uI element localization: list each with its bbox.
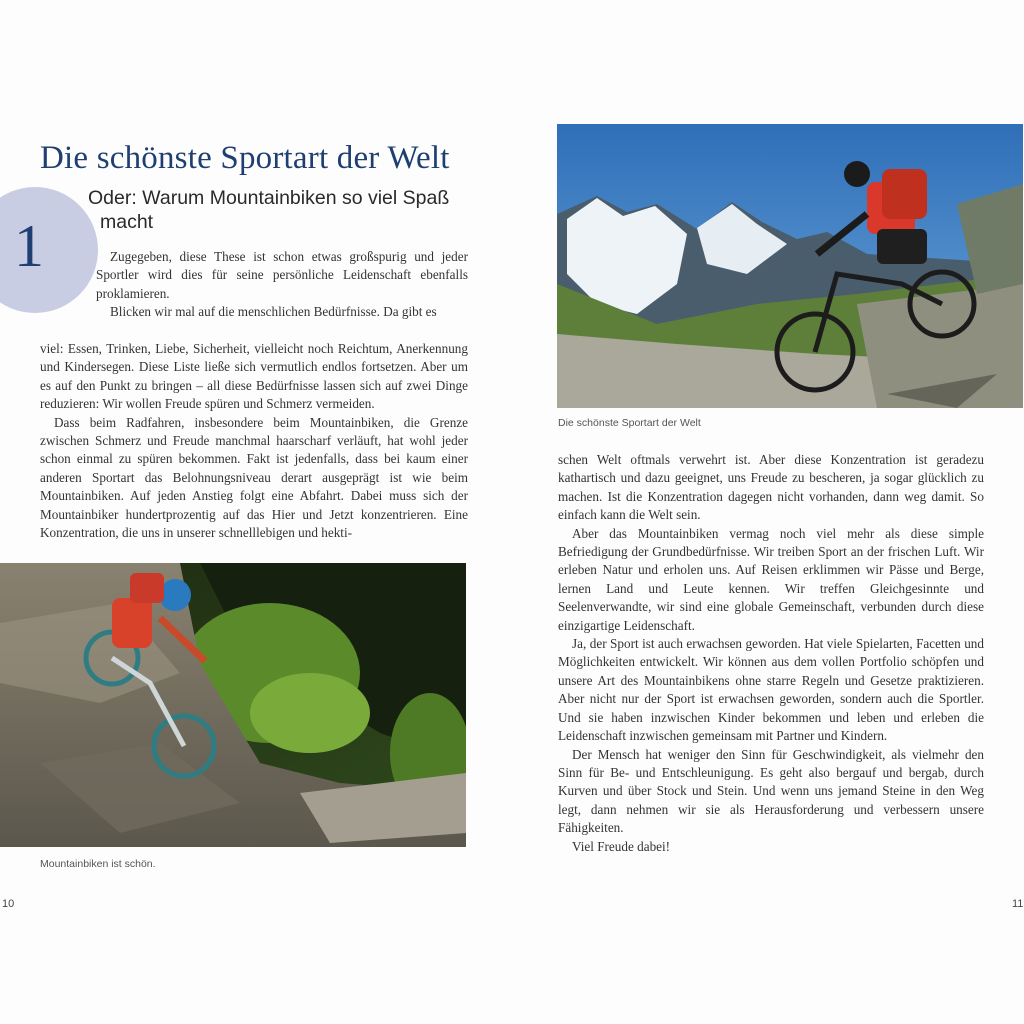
paragraph: Aber das Mountainbiken vermag noch viel mehr als diese simple Befriedigung der Grundbedürfnisse. Wir treiben Sport an der frischen Luft. Wir erleben Natur und erholen uns. Auf Reisen erklimmen wir Pässe und Berge, lernen Land und Leute kennen. Wir treffen Gleichgesinnte und Seelenverwandte, wir sind eine globale Gemeinschaft, verbunden durch diese einzigartige Leidenschaft. (558, 525, 984, 633)
chapter-title: Die schönste Sportart der Welt (40, 140, 450, 176)
page-number-left: 10 (2, 898, 15, 910)
page-number-right: 11 (1012, 898, 1024, 910)
photo-caption-left: Mountainbiken ist schön. (40, 858, 156, 870)
paragraph: Blicken wir mal auf die menschlichen Bedürfnisse. Da gibt es (110, 304, 437, 320)
paragraph: Zugegeben, diese These ist schon etwas großspurig und jeder Sportler wird dies für seine persönliche Leidenschaft ebenfalls proklamieren. (96, 249, 468, 301)
paragraph: viel: Essen, Trinken, Liebe, Sicherheit, vielleicht noch Reichtum, Anerkennung und Kindersegen. Diese Liste ließe sich vermutlich endlos fortsetzen. Aber um es auf den Punkt zu bringen – all diese Bedürfnisse lassen sich auf zwei Dinge reduzieren: Wir wollen Freude spüren und Schmerz vermeiden. (40, 341, 468, 412)
subtitle-line-2: macht (100, 211, 154, 233)
paragraph: Ja, der Sport ist auch erwachsen geworden. Hat viele Spielarten, Facetten und Möglichkeiten entwickelt. Wir können aus dem vollen Portfolio schöpfen und unsere Art des Mountainbikens ohne starre Regeln und Gesetze praktizieren. Aber nicht nur der Sport ist erwachsen geworden, sondern auch die Sportler. Und sie haben inzwischen Kinder bekommen und leben und erleben die Leidenschaft inzwischen gemeinsam mit Partner und Kindern. (558, 636, 984, 744)
paragraph: Der Mensch hat weniger den Sinn für Geschwindigkeit, als vielmehr den Sinn für Be- und Entschleunigung. Es geht also bergauf und bergab, durch Kurven und über Stock und Stein. Und wenn uns jemand Steine in den Weg legt, dann nehmen wir sie als Herausforderung und verbessern unsere Fähigkeiten. (558, 746, 984, 836)
photo-mountainbiker-alps (557, 124, 1023, 408)
paragraph: Dass beim Radfahren, insbesondere beim Mountainbiken, die Grenze zwischen Schmerz und Freude manchmal haarscharf verläuft, hat wohl jeder schon einmal zu spüren bekommen. Fakt ist jedenfalls, dass bei kaum einer anderen Sportart das Belohnungsniveau derart ausgeprägt ist wie beim Mountainbiken. Auf jeden Anstieg folgt eine Abfahrt. Dabei muss sich der Mountainbiker hundertprozentig auf das Hier und Jetzt konzentrieren. Eine Konzentration, die uns in unserer schnelllebigen und hekti- (40, 414, 468, 541)
chapter-number: 1 (14, 213, 44, 279)
body-text-right (558, 451, 984, 856)
subtitle-line-1: Oder: Warum Mountainbiken so viel Spaß (88, 187, 450, 209)
paragraph: schen Welt oftmals verwehrt ist. Aber diese Konzentration ist geradezu kathartisch und dazu geeignet, uns Freude zu bescheren, ja sogar glücklich zu machen. Ist die Konzentration dagegen nicht vorhanden, dann weg damit. So einfach kann die Welt sein. (558, 452, 984, 523)
body-text-wide (40, 340, 468, 542)
photo-caption-right: Die schönste Sportart der Welt (558, 417, 701, 429)
paragraph: Viel Freude dabei! (572, 838, 671, 854)
photo-mountainbiker-trail (0, 563, 466, 847)
body-text-top (96, 248, 468, 322)
chapter-subtitle (88, 186, 458, 234)
